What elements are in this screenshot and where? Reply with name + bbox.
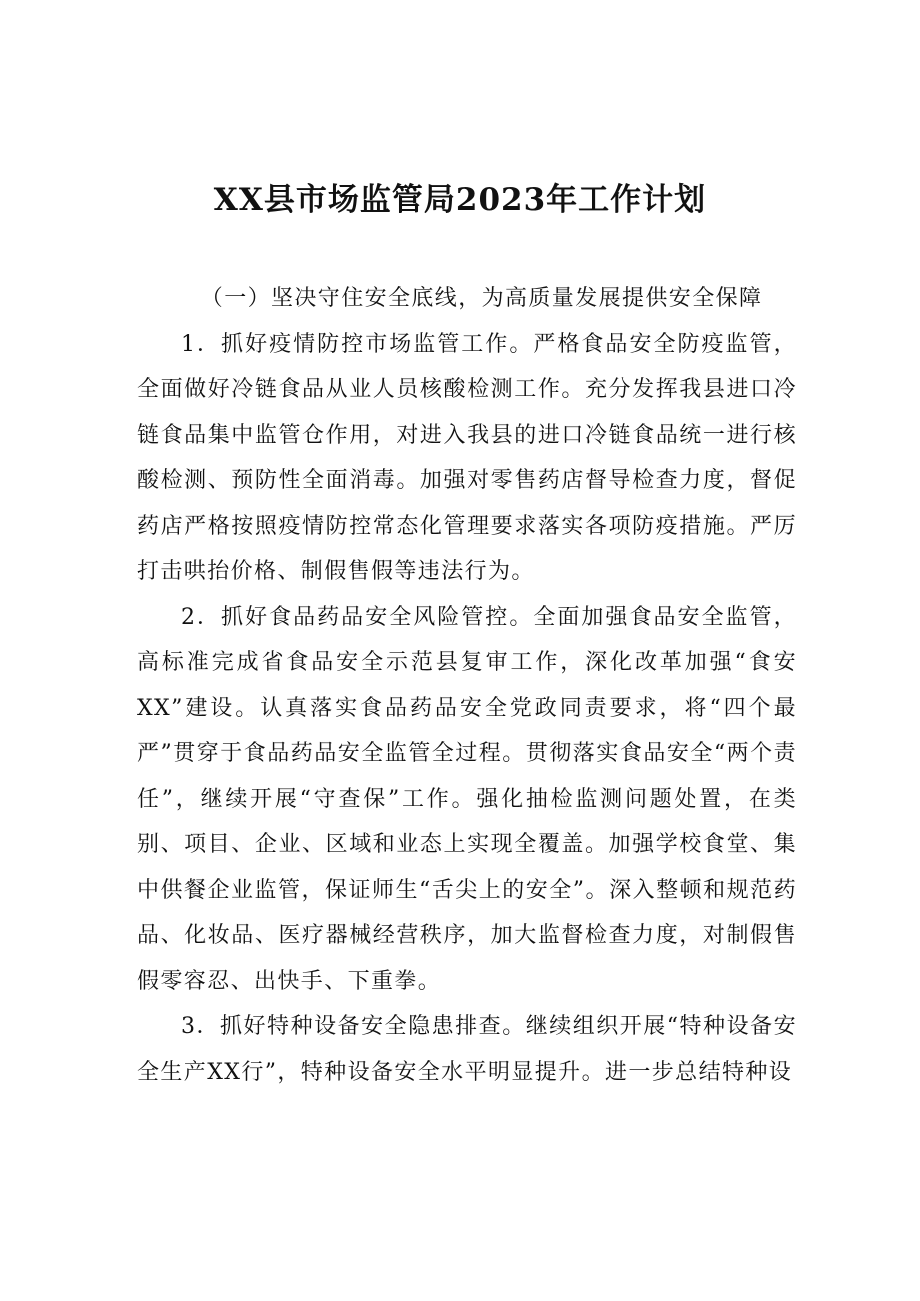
paragraph-3: 3．抓好特种设备安全隐患排查。继续组织开展“特种设备安全生产XX行”，特种设备安全水平明显提升。进一步总结特种设 (137, 1014, 797, 1085)
paragraph-1: 1．抓好疫情防控市场监管工作。严格食品安全防疫监管，全面做好冷链食品从业人员核酸检测工作。充分发挥我县进口冷链食品集中监管仓作用，对进入我县的进口冷链食品统一进行核酸检测、预防性全面消毒。加强对零售药店督导检查力度，督促药店严格按照疫情防控常态化管理要求落实各项防疫措施。严厉打击哄抬价格、制假售假等违法行为。 (137, 331, 797, 584)
paragraph-2: 2．抓好食品药品安全风险管控。全面加强食品安全监管，高标准完成省食品安全示范县复审工作，深化改革加强“食安XX”建设。认真落实食品药品安全党政同责要求，将“四个最严”贯穿于食品药品安全监管全过程。贯彻落实食品安全“两个责任”，继续开展“守查保”工作。强化抽检监测问题处置，在类别、项目、企业、区域和业态上实现全覆盖。加强学校食堂、集中供餐企业监管，保证师生“舌尖上的安全”。深入整顿和规范药品、化妆品、医疗器械经营秩序，加大监督检查力度，对制假售假零容忍、出快手、下重拳。 (137, 604, 797, 994)
section-heading: （一）坚决守住安全底线，为高质量发展提供安全保障 (200, 286, 763, 311)
document-title: XX县市场监管局2023年工作计划 (213, 182, 707, 218)
document-body (137, 276, 797, 1095)
